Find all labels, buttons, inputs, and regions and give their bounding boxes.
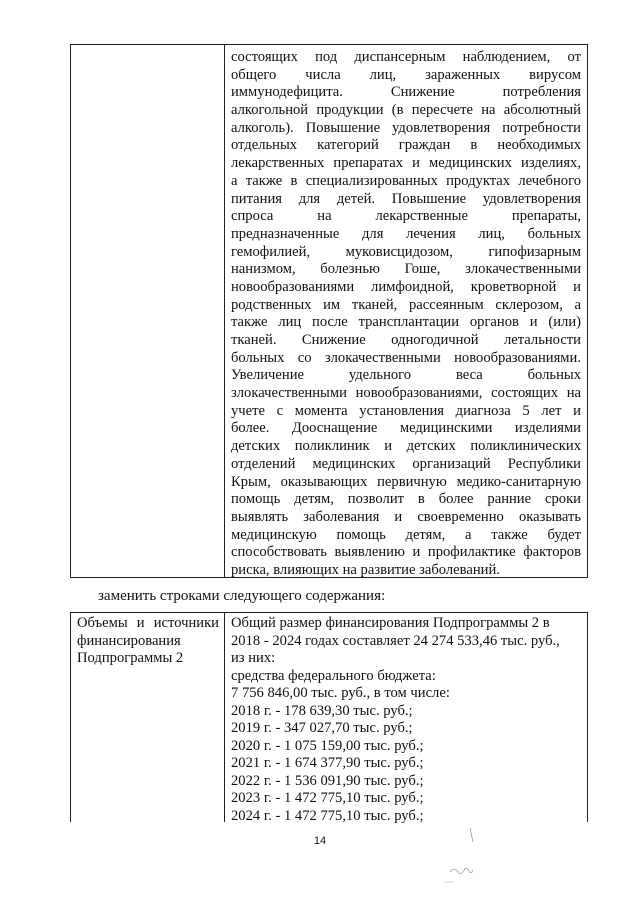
text-line: детских поликлиник и детских поликлинических	[231, 438, 581, 455]
row-header-cell	[77, 615, 219, 668]
financing-line: из них:	[231, 650, 276, 666]
text-line: помощь детям, позволит в более ранние сроки	[231, 491, 581, 508]
continued-table	[70, 44, 588, 578]
financing-line: средства федерального бюджета:	[231, 667, 436, 684]
table-cell-text	[231, 49, 581, 580]
text-line: иммунодефицита. Снижение потребления	[231, 84, 581, 101]
financing-line: 2020 г. - 1 075 159,00 тыс. руб.;	[231, 737, 424, 754]
text-line: а также в специализированных продуктах лечебного	[231, 172, 581, 189]
financing-line: 2018 - 2024 годах составляет 24 274 533,46 тыс. руб.,	[231, 632, 560, 649]
text-line: питания для детей. Повышение удовлетворения	[231, 190, 581, 207]
pen-mark	[440, 820, 500, 890]
text-line: нанизмом, болезнью Гоше, злокачественными	[231, 261, 581, 278]
text-line: отдельных категорий граждан в необходимых	[231, 137, 581, 154]
header-line: Подпрограммы 2	[77, 650, 184, 666]
text-line: лекарственных препаратах и медицинских изделиях,	[231, 155, 581, 172]
financing-line: 2019 г. - 347 027,70 тыс. руб.;	[231, 720, 413, 736]
header-line: Объемы и источники	[77, 615, 219, 631]
financing-line: Общий размер финансирования Подпрограммы 2 в	[231, 615, 550, 631]
text-line: общего числа лиц, зараженных вирусом	[231, 66, 581, 83]
text-line: учете с момента установления диагноза 5 лет и	[231, 402, 581, 419]
text-line: спроса на лекарственные препараты,	[231, 208, 581, 225]
page-number: 14	[313, 835, 327, 847]
financing-line: 2024 г. - 1 472 775,10 тыс. руб.;	[231, 807, 424, 824]
text-line: медицинскую помощь детям, а также будет	[231, 526, 581, 543]
header-line: финансирования	[77, 632, 181, 649]
text-line: предназначенные для лечения лиц, больных	[231, 225, 581, 242]
financing-line: 7 756 846,00 тыс. руб., в том числе:	[231, 685, 450, 701]
text-line: более. Дооснащение медицинскими изделиями	[231, 420, 581, 437]
text-line: гемофилией, муковисцидозом, гипофизарным	[231, 243, 581, 260]
column-divider	[224, 45, 225, 577]
financing-line: 2021 г. - 1 674 377,90 тыс. руб.;	[231, 755, 424, 771]
text-line: также лиц после трансплантации органов и (или)	[231, 314, 581, 331]
text-line: родственных им тканей, рассеянным склерозом, а	[231, 296, 581, 313]
replacement-table	[70, 612, 588, 822]
financing-line: 2023 г. - 1 472 775,10 тыс. руб.;	[231, 790, 424, 806]
text-line: способствовать выявлению и профилактике факторов	[231, 544, 581, 561]
text-line: выявлять заболевания и своевременно оказывать	[231, 508, 581, 525]
text-line: Крым, оказывающих первичную медико-санитарную	[231, 473, 581, 490]
text-line: новообразованиями лимфоидной, кроветворной и	[231, 278, 581, 295]
text-line: больных со злокачественными новообразованиями.	[231, 349, 581, 366]
financing-line: 2018 г. - 178 639,30 тыс. руб.;	[231, 702, 413, 719]
replacement-instruction: заменить строками следующего содержания:	[98, 588, 386, 604]
text-line: алкоголь). Повышение удовлетворения потребности	[231, 119, 581, 136]
column-divider	[224, 613, 225, 822]
text-line: Увеличение удельного веса больных	[231, 367, 581, 384]
text-line: отделений медицинских организаций Республики	[231, 455, 581, 472]
text-line: состоящих под диспансерным наблюдением, от	[231, 49, 581, 65]
financing-line: 2022 г. - 1 536 091,90 тыс. руб.;	[231, 772, 424, 789]
text-line: риска, влияющих на развитие заболеваний.	[231, 561, 500, 578]
text-line: тканей. Снижение одногодичной летальности	[231, 332, 581, 348]
text-line: алкогольной продукции (в пересчете на абсолютный	[231, 102, 581, 119]
financing-cell	[231, 615, 581, 825]
text-line: злокачественными новообразованиями, состоящих на	[231, 385, 581, 402]
